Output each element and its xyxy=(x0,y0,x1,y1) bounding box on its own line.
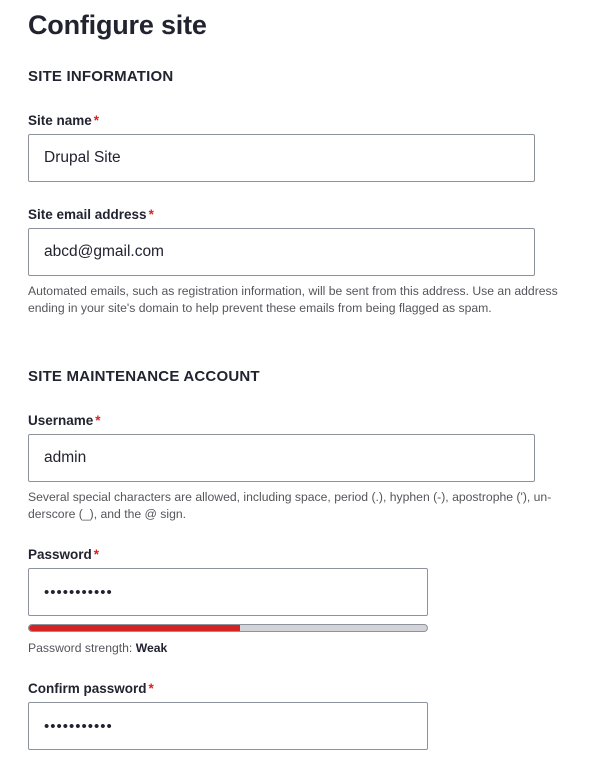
site-name-input[interactable] xyxy=(28,134,535,182)
site-email-input[interactable] xyxy=(28,228,535,276)
username-description xyxy=(28,489,578,523)
username-description-line2: derscore (_), and the @ sign. xyxy=(28,507,187,521)
username-label xyxy=(28,412,101,430)
username-description-line1: Several special characters are allowed, including space, period (.), hyphen (-), apostrophe ('), un- xyxy=(28,490,552,504)
username-label-text: Username xyxy=(28,413,94,428)
site-email-description-line2: ending in your site's domain to help prevent these emails from being flagged as spam. xyxy=(28,301,492,315)
password-strength-fill xyxy=(29,625,240,631)
password-label xyxy=(28,546,99,564)
confirm-password-label xyxy=(28,680,154,698)
required-marker: * xyxy=(93,547,100,562)
required-marker: * xyxy=(95,413,101,428)
required-marker: * xyxy=(93,113,100,128)
section-heading-site-information: SITE INFORMATION xyxy=(28,68,174,85)
site-name-label-text: Site name xyxy=(28,113,92,128)
site-email-label-text: Site email address xyxy=(28,207,147,222)
password-strength-value: Weak xyxy=(135,641,168,655)
username-input[interactable] xyxy=(28,434,535,482)
confirm-password-input[interactable] xyxy=(28,702,428,750)
site-name-label xyxy=(28,112,99,130)
confirm-password-label-text: Confirm password xyxy=(28,681,147,696)
password-strength-bar xyxy=(28,624,428,632)
password-label-text: Password xyxy=(28,547,92,562)
site-email-description xyxy=(28,283,578,317)
required-marker: * xyxy=(148,207,154,222)
password-strength-text xyxy=(28,640,167,657)
site-email-description-line1: Automated emails, such as registration information, will be sent from this address. Use an address xyxy=(28,284,558,298)
password-input[interactable] xyxy=(28,568,428,616)
page-title: Configure site xyxy=(28,10,207,40)
required-marker: * xyxy=(148,681,154,696)
password-strength-label: Password strength: xyxy=(28,641,136,655)
site-email-label xyxy=(28,206,154,224)
section-heading-site-maintenance-account: SITE MAINTENANCE ACCOUNT xyxy=(28,368,260,385)
